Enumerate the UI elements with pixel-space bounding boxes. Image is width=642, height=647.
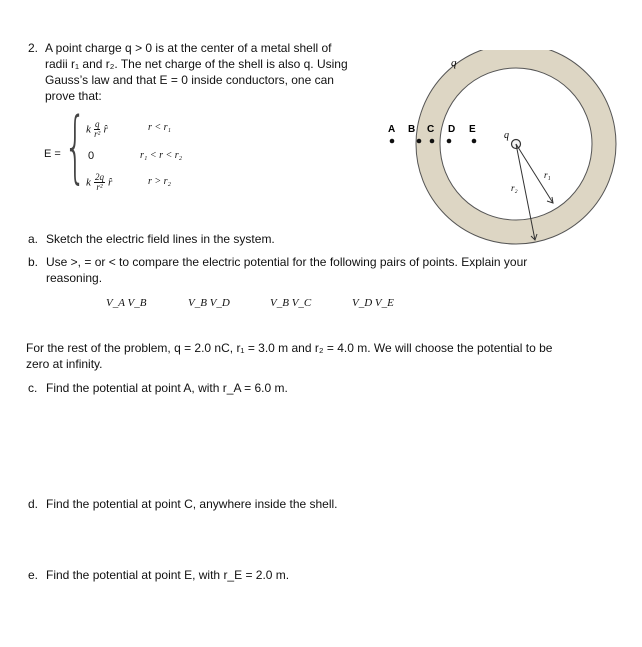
- part-b-text: [46, 254, 527, 286]
- case-fraction: [94, 173, 105, 192]
- given-line: zero at infinity.: [26, 357, 103, 371]
- comparison-pair: V_A V_B: [106, 297, 147, 309]
- case-unit: r̂: [103, 123, 108, 136]
- point-e-dot: [472, 139, 477, 144]
- case-row: [86, 120, 108, 139]
- point-e-label: E: [469, 124, 476, 135]
- point-d-label: D: [448, 124, 456, 135]
- comparison-pair: V_B V_C: [270, 297, 312, 309]
- intro-line: A point charge q > 0 is at the center of a metal shell of: [45, 41, 332, 55]
- part-b-letter: b.: [28, 255, 39, 269]
- part-b-line: Use >, = or < to compare the electric potential for the following pairs of points. Explain your: [46, 255, 528, 269]
- problem-intro: [45, 40, 348, 104]
- case-den: r²: [94, 129, 101, 139]
- radius-r2-label: r₂: [511, 183, 518, 193]
- case-condition: r₁ < r < r₂: [140, 150, 183, 161]
- shell-diagram: [370, 50, 642, 250]
- intro-line: radii r₁ and r₂. The net charge of the shell is also q. Using: [45, 57, 348, 71]
- point-c-dot: [430, 139, 435, 144]
- part-d-letter: d.: [28, 497, 39, 511]
- given-line: For the rest of the problem, q = 2.0 nC, r₁ = 3.0 m and r₂ = 4.0 m. We will choose the potential to be: [26, 341, 553, 355]
- equation-lhs: E =: [44, 148, 61, 160]
- part-e-text: Find the potential at point E, with r_E = 2.0 m.: [46, 568, 290, 582]
- case-num: q: [94, 119, 100, 129]
- case-num: 2q: [94, 172, 104, 182]
- problem-number: 2.: [28, 41, 39, 55]
- part-c-text: Find the potential at point A, with r_A = 6.0 m.: [46, 381, 288, 395]
- center-charge-label: q: [504, 130, 509, 141]
- given-values: [26, 340, 552, 372]
- point-a-label: A: [388, 124, 396, 135]
- point-d-dot: [447, 139, 452, 144]
- radius-r1-label: r₁: [544, 170, 551, 180]
- part-a-letter: a.: [28, 232, 39, 246]
- point-a-dot: [390, 139, 395, 144]
- case-unit: r̂: [108, 176, 113, 189]
- case-value: 0: [88, 150, 95, 162]
- part-d-text: Find the potential at point C, anywhere inside the shell.: [46, 497, 338, 511]
- case-k: k: [86, 123, 91, 136]
- case-den: r²: [96, 182, 103, 192]
- part-e-letter: e.: [28, 568, 39, 582]
- intro-line: prove that:: [45, 89, 102, 103]
- comparison-pair: V_B V_D: [188, 297, 230, 309]
- part-a-text: Sketch the electric field lines in the system.: [46, 232, 275, 246]
- field-equation: [36, 102, 236, 205]
- point-c-label: C: [427, 124, 435, 135]
- point-b-dot: [417, 139, 422, 144]
- case-k: k: [86, 176, 91, 189]
- point-b-label: B: [408, 124, 416, 135]
- case-fraction: [94, 120, 101, 139]
- part-c-letter: c.: [28, 381, 38, 395]
- case-condition: r < r₁: [148, 122, 172, 133]
- comparison-pair: V_D V_E: [352, 297, 394, 309]
- case-condition: r > r₂: [148, 176, 172, 187]
- part-b-line: reasoning.: [46, 271, 103, 285]
- shell-charge-label: q: [451, 57, 457, 69]
- brace-icon: {: [64, 102, 87, 192]
- case-row: [86, 173, 112, 192]
- intro-line: Gauss’s law and that E = 0 inside conductors, one can: [45, 73, 334, 87]
